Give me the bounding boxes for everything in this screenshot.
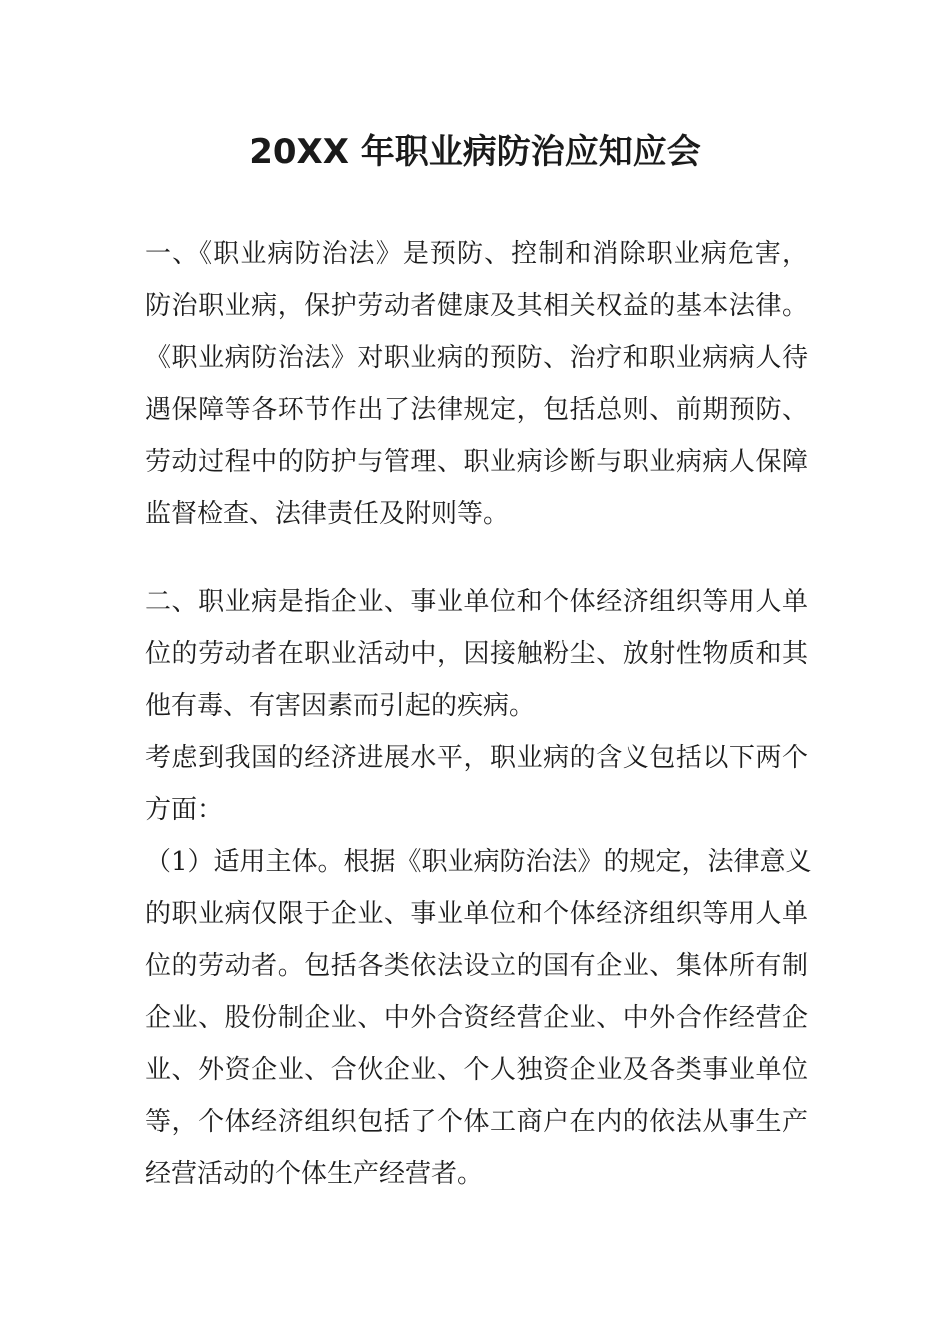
section-2 bbox=[145, 576, 812, 1200]
paragraph-line: 方面： bbox=[145, 795, 224, 825]
paragraph-line: 位的劳动者。包括各类依法设立的国有企业、集体所有制 bbox=[145, 951, 808, 981]
paragraph-line: 劳动过程中的防护与管理、职业病诊断与职业病病人保障 bbox=[145, 447, 808, 477]
paragraph-line: 遇保障等各环节作出了法律规定，包括总则、前期预防、 bbox=[145, 395, 808, 425]
paragraph-line: 防治职业病，保护劳动者健康及其相关权益的基本法律。 bbox=[145, 291, 808, 321]
paragraph-line: 等，个体经济组织包括了个体工商户在内的依法从事生产 bbox=[145, 1107, 808, 1137]
paragraph-line: 企业、股份制企业、中外合资经营企业、中外合作经营企 bbox=[145, 1003, 808, 1033]
paragraph-line: 二、职业病是指企业、事业单位和个体经济组织等用人单 bbox=[145, 587, 808, 617]
paragraph-line: 考虑到我国的经济进展水平，职业病的含义包括以下两个 bbox=[145, 743, 808, 773]
paragraph-line: 业、外资企业、合伙企业、个人独资企业及各类事业单位 bbox=[145, 1055, 808, 1085]
paragraph-line: （1）适用主体。根据《职业病防治法》的规定，法律意义 bbox=[145, 847, 812, 877]
paragraph-line: 位的劳动者在职业活动中，因接触粉尘、放射性物质和其 bbox=[145, 639, 808, 669]
paragraph-line: 《职业病防治法》对职业病的预防、治疗和职业病病人待 bbox=[145, 343, 808, 373]
paragraph-line: 的职业病仅限于企业、事业单位和个体经济组织等用人单 bbox=[145, 899, 808, 929]
paragraph-line: 一、《职业病防治法》是预防、控制和消除职业病危害， bbox=[145, 239, 808, 269]
paragraph-line: 监督检查、法律责任及附则等。 bbox=[145, 499, 510, 529]
paragraph-line: 经营活动的个体生产经营者。 bbox=[145, 1159, 484, 1189]
paragraph-line: 他有毒、有害因素而引起的疾病。 bbox=[145, 691, 536, 721]
document-title: 20XX 年职业病防治应知应会 bbox=[249, 132, 701, 172]
section-1 bbox=[145, 228, 808, 540]
